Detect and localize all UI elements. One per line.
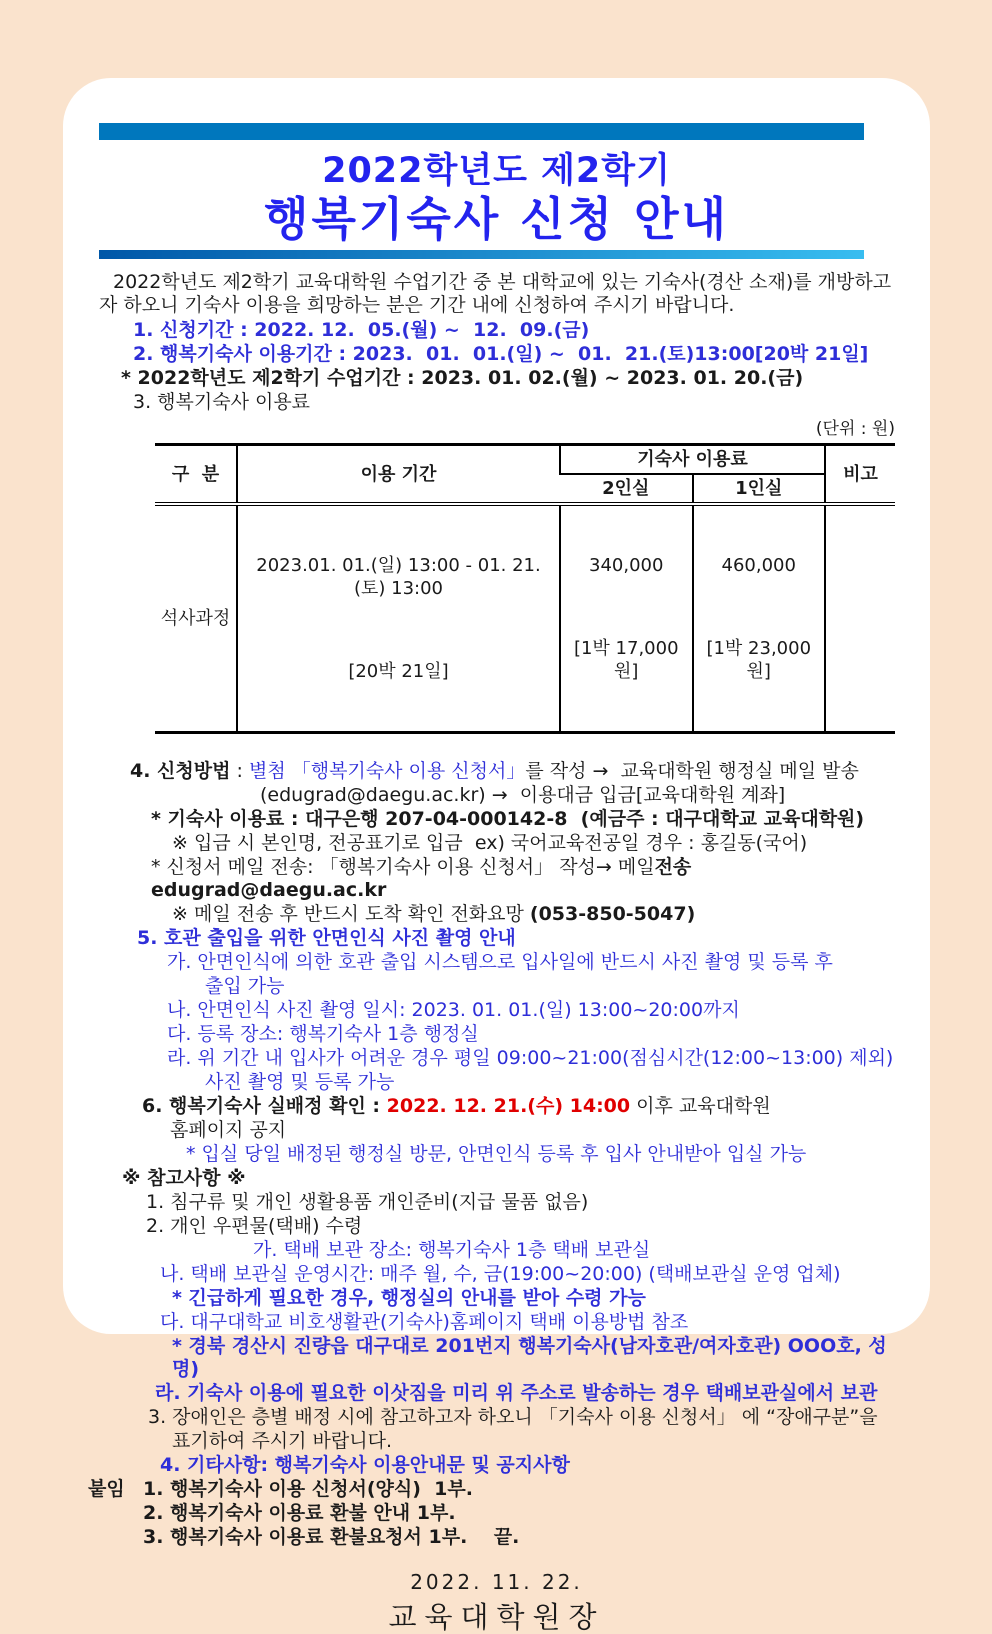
- class-period-note-line: * 2022학년도 제2학기 수업기간 : 2023. 01. 02.(월) ~ 2023. 01. 20.(금): [121, 367, 804, 389]
- apply-method-label: 4. 신청방법: [130, 760, 231, 782]
- cell-single-total: 460,000: [721, 555, 796, 576]
- room-assignment-date: 2022. 12. 21.(수) 14:00: [386, 1095, 631, 1117]
- face-item-ga-line2: 출입 가능: [205, 975, 285, 997]
- col-header-single-room: 1인실: [693, 474, 826, 504]
- face-item-ga-line1: 가. 안면인식에 의한 호관 출입 시스템으로 입사일에 반드시 사진 촬영 및 등록 후: [167, 951, 833, 973]
- fee-section-heading: 3. 행복기숙사 이용료: [133, 391, 311, 413]
- face-item-na: 나. 안면인식 사진 촬영 일시: 2023. 01. 01.(일) 13:00~20:00까지: [167, 999, 740, 1021]
- parcel-urgent-note-line: * 긴급하게 필요한 경우, 행정실의 안내를 받아 수령 가능: [172, 1287, 646, 1309]
- apply-method-email-line: (edugrad@daegu.ac.kr) → 이용대금 입금[교육대학원 계좌]: [260, 784, 786, 806]
- confirm-call-line: [172, 903, 894, 926]
- apply-method-rest: 를 작성 → 교육대학원 행정실 메일 발송: [525, 760, 859, 782]
- homepage-notice-line: 홈페이지 공지: [170, 1119, 287, 1141]
- mail-send-text: * 신청서 메일 전송: 「행복기숙사 이용 신청서」 작성→ 메일: [151, 856, 655, 878]
- signer-title: 교육대학원장: [388, 1600, 605, 1634]
- col-header-fee: 기숙사 이용료: [560, 445, 825, 475]
- notice-subtitle: 2022학년도 제2학기: [322, 151, 671, 191]
- cell-note: [825, 504, 895, 733]
- ref-parcel-line: 2. 개인 우편물(택배) 수령: [146, 1215, 363, 1237]
- cell-double-room-fee: [560, 504, 693, 733]
- title-underline-bar: [99, 250, 864, 259]
- parcel-storage-hours-line: 나. 택배 보관실 운영시간: 매주 월, 수, 금(19:00~20:00) (택배보관실 운영 업체): [160, 1263, 841, 1285]
- face-item-ra-line2: 사진 촬영 및 등록 가능: [205, 1071, 395, 1093]
- fee-table-row: [155, 504, 895, 733]
- dorm-usage-period-line: 2. 행복기숙사 이용기간 : 2023. 01. 01.(일) ~ 01. 21.(토)13:00[20박 21일]: [133, 343, 869, 365]
- attachment-3: 3. 행복기숙사 이용료 환불요청서 1부. 끝.: [143, 1526, 520, 1548]
- notice-body: [63, 259, 930, 1634]
- face-recognition-heading: 5. 호관 출입을 위한 안면인식 사진 촬영 안내: [137, 927, 516, 949]
- apply-method-sep: :: [230, 760, 249, 782]
- cell-single-per-night: [1박 23,000원]: [706, 638, 812, 682]
- header-top-bar: [99, 123, 864, 140]
- reference-heading: ※ 참고사항 ※: [122, 1167, 246, 1189]
- room-assignment-suffix: 이후 교육대학원: [630, 1095, 771, 1117]
- room-assignment-label: 6. 행복기숙사 실배정 확인 :: [142, 1095, 387, 1117]
- application-period-line: 1. 신청기간 : 2022. 12. 05.(월) ~ 12. 09.(금): [133, 319, 590, 341]
- confirm-call-text: ※ 메일 전송 후 반드시 도착 확인 전화요망: [172, 903, 530, 925]
- apply-method-attachment: 별첨 「행복기숙사 이용 신청서」: [248, 760, 526, 782]
- deposit-note-line: ※ 입금 시 본인명, 전공표기로 입금 ex) 국어교육전공일 경우 : 홍길동(국어): [172, 832, 808, 854]
- cell-period-nights: [20박 21일]: [348, 661, 449, 682]
- cell-single-room-fee: [693, 504, 826, 733]
- parcel-address-line: * 경북 경산시 진량읍 대구대로 201번지 행복기숙사(남자호관/여자호관) OOO호, 성명): [172, 1335, 887, 1380]
- room-assignment-line: [142, 1095, 894, 1118]
- apply-method-line: [130, 760, 894, 783]
- attachments-label: 붙임: [88, 1478, 125, 1500]
- col-header-note: 비고: [825, 445, 895, 505]
- disability-note-line2: 표기하여 주시기 바랍니다.: [172, 1430, 393, 1452]
- notice-title: 행복기숙사 신청 안내: [264, 192, 729, 246]
- fee-table-header: [155, 445, 895, 505]
- attachment-1: 1. 행복기숙사 이용 신청서(양식) 1부.: [143, 1478, 473, 1500]
- etc-info-line: 4. 기타사항: 행복기숙사 이용안내문 및 공지사항: [160, 1454, 570, 1476]
- cell-double-total: 340,000: [589, 555, 664, 576]
- disability-note-line1: 3. 장애인은 층별 배정 시에 참고하고자 하오니 「기숙사 이용 신청서」 에 “장애구분”을: [148, 1406, 878, 1428]
- mail-send-address: 전송 edugrad@daegu.ac.kr: [151, 856, 698, 901]
- dorm-fee-table: [155, 443, 895, 734]
- notice-date: 2022. 11. 22.: [410, 1570, 583, 1594]
- notice-document: [63, 78, 930, 1634]
- mail-send-line: [151, 856, 894, 902]
- parcel-storage-place-line: 가. 택배 보관 장소: 행복기숙사 1층 택배 보관실: [253, 1239, 651, 1261]
- cell-period-dates: 2023.01. 01.(일) 13:00 - 01. 21.(토) 13:00: [256, 555, 541, 599]
- col-header-double-room: 2인실: [602, 478, 650, 499]
- col-header-period: 이용 기간: [237, 445, 560, 505]
- signature-block: [99, 1570, 894, 1634]
- parcel-moving-line: 라. 기숙사 이용에 필요한 이삿짐을 미리 위 주소로 발송하는 경우 택배보관실에서 보관: [155, 1382, 878, 1404]
- parcel-homepage-line: 다. 대구대학교 비호생활관(기숙사)홈페이지 택배 이용방법 참조: [160, 1311, 689, 1333]
- checkin-note-line: * 입실 당일 배정된 행정실 방문, 안면인식 등록 후 입사 안내받아 입실 가능: [186, 1143, 807, 1165]
- intro-paragraph: 2022학년도 제2학기 교육대학원 수업기간 중 본 대학교에 있는 기숙사(경산 소재)를 개방하고자 하오니 기숙사 이용을 희망하는 분은 기간 내에 신청하여 주시기 바랍니다.: [99, 271, 892, 316]
- attachment-2: 2. 행복기숙사 이용료 환불 안내 1부.: [143, 1502, 456, 1524]
- ref-bedding-line: 1. 침구류 및 개인 생활용품 개인준비(지급 물품 없음): [146, 1191, 589, 1213]
- col-header-category: 구 분: [171, 463, 220, 485]
- bank-account-line: * 기숙사 이용료 : 대구은행 207-04-000142-8 (예금주 : 대구대학교 교육대학원): [151, 808, 865, 830]
- confirm-call-phone: (053-850-5047): [529, 903, 696, 925]
- face-item-da: 다. 등록 장소: 행복기숙사 1층 행정실: [167, 1023, 479, 1045]
- cell-double-per-night: [1박 17,000원]: [573, 638, 679, 682]
- cell-period: [237, 504, 560, 733]
- face-item-ra-line1: 라. 위 기간 내 입사가 어려운 경우 평일 09:00~21:00(점심시간(12:00~13:00) 제외): [167, 1047, 894, 1069]
- cell-category: 석사과정: [160, 608, 231, 629]
- attachments-row: [88, 1478, 894, 1501]
- table-unit-label: (단위 : 원): [815, 419, 895, 439]
